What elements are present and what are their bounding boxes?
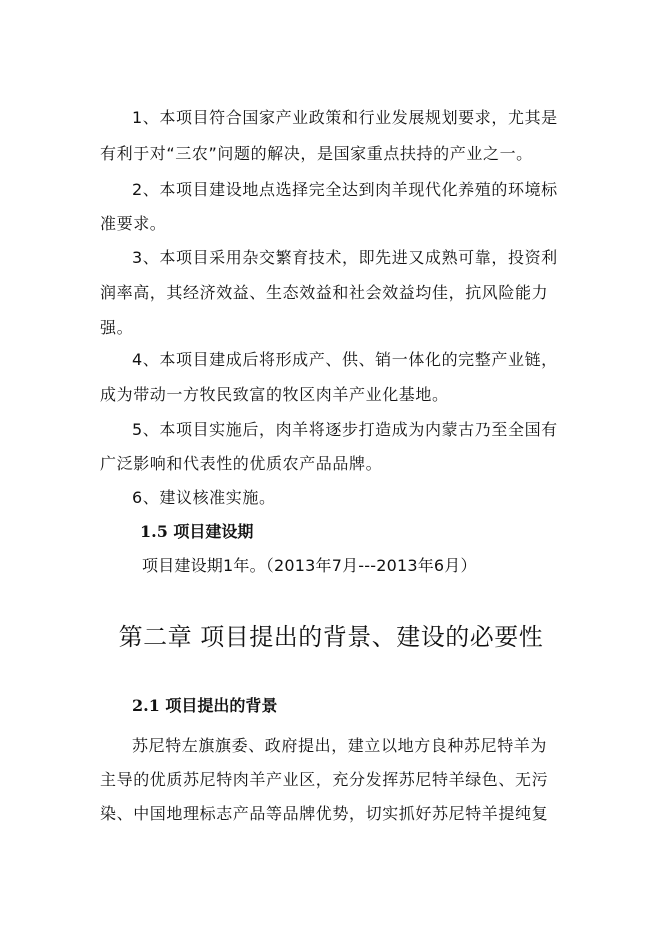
section-2-1-line-1: 苏尼特左旗旗委、政府提出，建立以地方良种苏尼特羊为 [132,736,548,755]
paragraph-4-line-1: 4、本项目建成后将形成产、供、销一体化的完整产业链， [132,350,558,369]
section-1-5-body: 项目建设期1年。（2013年7月---2013年6月） [142,556,477,575]
section-2-1-heading: 2.1 项目提出的背景 [132,696,278,715]
paragraph-5-line-2: 广泛影响和代表性的优质农产品品牌。 [100,454,383,473]
section-2-1-line-2: 主导的优质苏尼特肉羊产业区，充分发挥苏尼特羊绿色、无污 [100,770,549,789]
paragraph-5-line-1: 5、本项目实施后，肉羊将逐步打造成为内蒙古乃至全国有 [132,420,558,439]
paragraph-1-line-2: 有利于对“三农”问题的解决，是国家重点扶持的产业之一。 [100,144,533,163]
paragraph-6-line-1: 6、建议核准实施。 [132,488,276,507]
paragraph-2-line-1: 2、本项目建设地点选择完全达到肉羊现代化养殖的环境标 [132,180,558,199]
paragraph-3-line-2: 润率高，其经济效益、生态效益和社会效益均佳，抗风险能力 [100,283,549,302]
section-1-5-heading: 1.5 项目建设期 [140,522,254,541]
section-2-1-line-3: 染、中国地理标志产品等品牌优势，切实抓好苏尼特羊提纯复 [100,804,549,823]
paragraph-3-line-1: 3、本项目采用杂交繁育技术，即先进又成熟可靠，投资利 [132,248,558,267]
paragraph-3-line-3: 强。 [100,318,134,337]
paragraph-1-line-1: 1、本项目符合国家产业政策和行业发展规划要求，尤其是 [132,108,558,127]
chapter-2-title: 第二章 项目提出的背景、建设的必要性 [118,623,544,651]
paragraph-2-line-2: 准要求。 [100,214,167,233]
paragraph-4-line-2: 成为带动一方牧民致富的牧区肉羊产业化基地。 [100,385,449,404]
